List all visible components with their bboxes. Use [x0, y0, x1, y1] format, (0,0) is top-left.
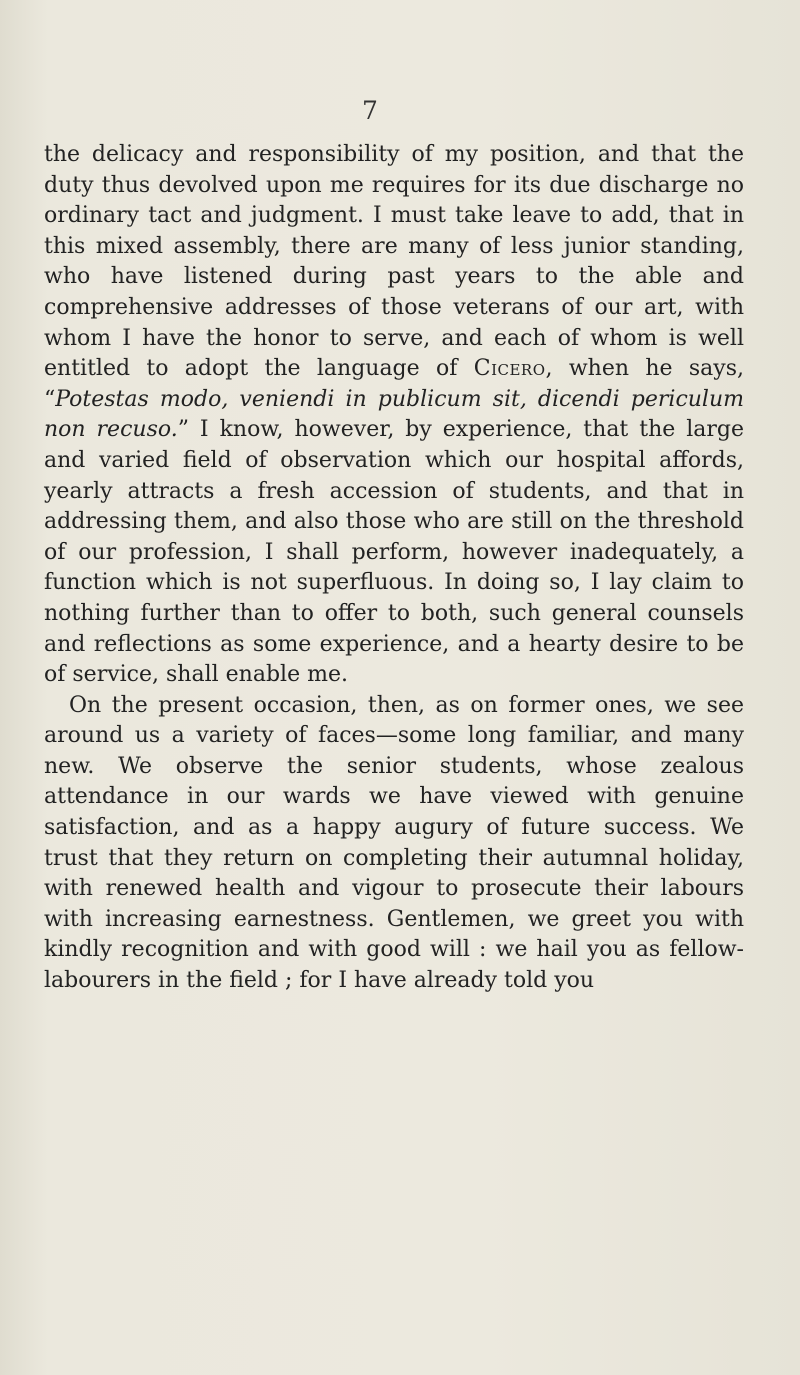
page-number: 7 [362, 96, 378, 125]
cicero-name: Cicero [473, 356, 546, 382]
paragraph-1 [44, 140, 744, 691]
paragraph-1-text-b: , when he says, “ [44, 356, 745, 412]
paragraph-2: On the present occasion, then, as on former ones, we see around us a variety of faces—some long familiar, and many new. We observe the senior students, whose zealous attendance in our wards we have viewed with genuine satisfaction, and as a happy augury of future success. We trust that they return on completing their autumnal holiday, with renewed health and vigour to prosecute their labours with increasing earnestness. Gentlemen, we greet you with kindly recognition and with good will : we hail you as fellow-labourers in the field ; for I have already told you [44, 692, 744, 994]
paragraph-1-text-a: the delicacy and responsibility of my position, and that the duty thus devolved upon me requires for its due discharge no ordinary tact and judgment. I must take leave to add, that in this mixed assembly, there are many of less junior standing, who have listened during past years to the able and comprehensive addresses of those veterans of our art, with whom I have the honor to serve, and each of whom is well entitled to adopt the language of [44, 142, 744, 382]
body-text [44, 140, 744, 997]
latin-quote: Potestas modo, veniendi in publicum sit, dicendi periculum non recuso. [44, 386, 744, 443]
paragraph-1-text-c: ” I know, however, by experience, that the large and varied field of observation which our hospital affords, yearly attracts a fresh accession of students, and that in addressing them, and also those who are still on the threshold of our profession, I shall perform, however inadequately, a function which is not superfluous. In doing so, I lay claim to nothing further than to offer to both, such general counsels and reflections as some experience, and a hearty desire to be of service, shall enable me. [44, 417, 744, 688]
